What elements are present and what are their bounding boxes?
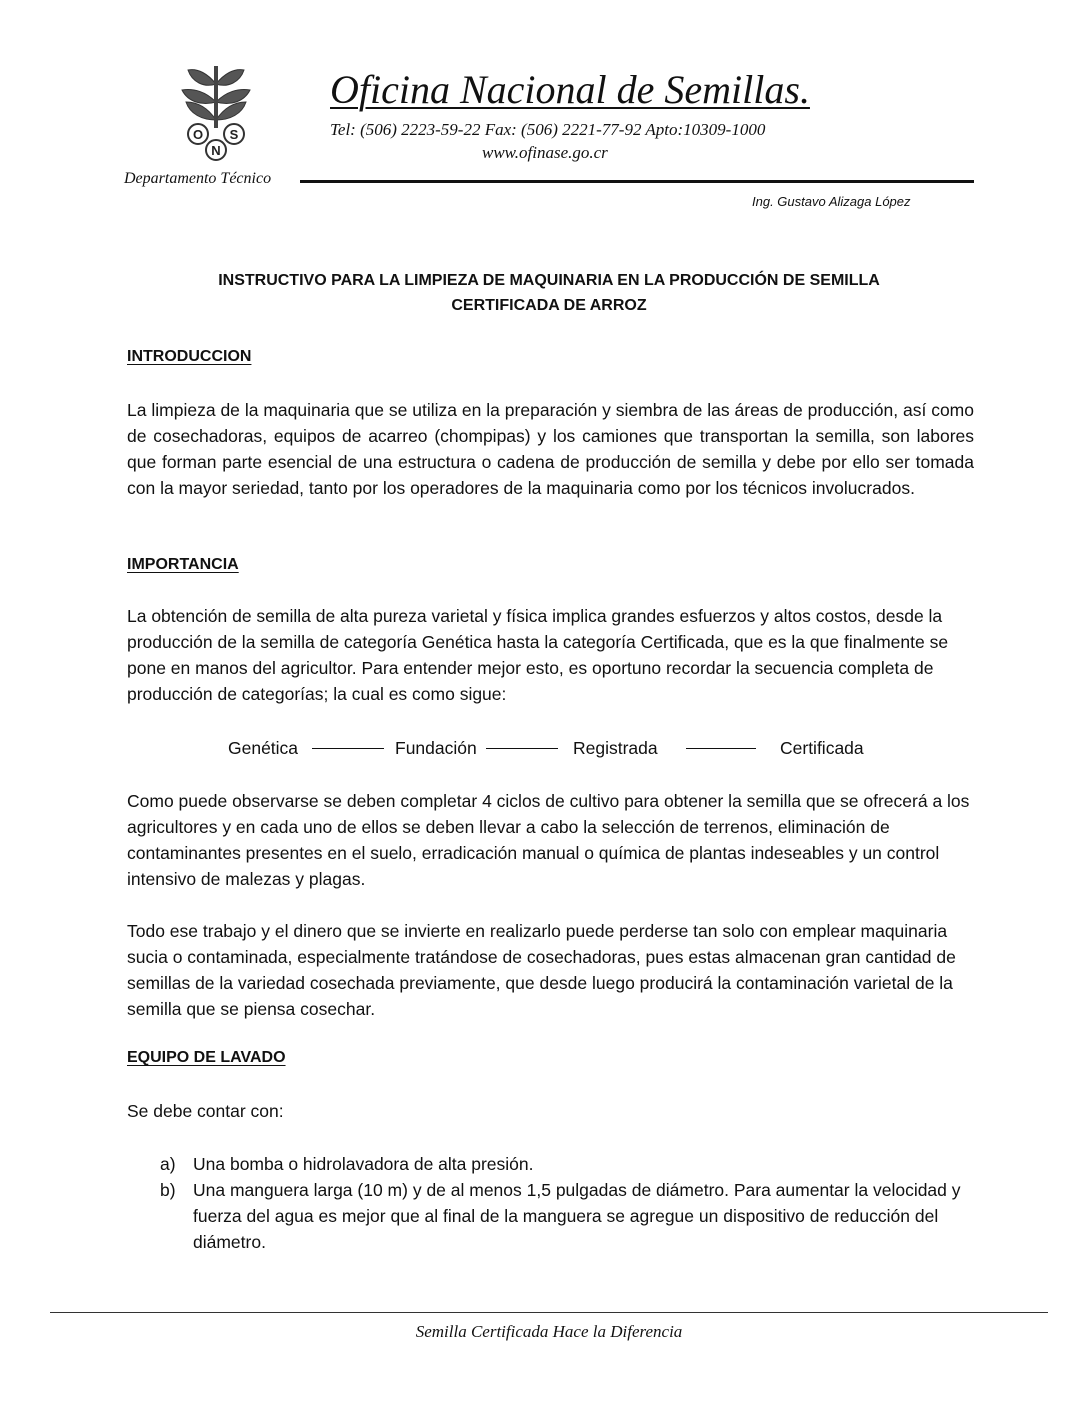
document-title: [124, 268, 974, 318]
category-registrada: Registrada: [573, 738, 658, 758]
organization-name: Oficina Nacional de Semillas.: [330, 67, 810, 112]
importance-paragraph: La obtención de semilla de alta pureza varietal y física implica grandes esfuerzos y altos costos, desde la producción de la semilla de categoría Genética hasta la categoría Certificada, que es la que finalmente se pone en manos del agricultor. Para entender mejor esto, es oportuno recordar la secuencia completa de producción de categorías; la cual es como sigue:: [127, 606, 949, 704]
category-certificada: Certificada: [780, 738, 864, 758]
department-name: Departamento Técnico: [124, 170, 272, 187]
equipment-intro: Se debe contar con:: [127, 1101, 284, 1121]
footer-slogan: Semilla Certificada Hace la Diferencia: [415, 1322, 683, 1341]
category-genetica: Genética: [228, 738, 299, 758]
equipment-list: [160, 1151, 974, 1255]
section-heading-importancia: IMPORTANCIA: [127, 556, 239, 573]
work-paragraph: Todo ese trabajo y el dinero que se invierte en realizarlo puede perderse tan solo con emplear maquinaria sucia o contaminada, especialmente tratándose de cosechadoras, pues estas almacenan gran cantidad de semillas de la variedad cosechada previamente, que desde luego producirá la contaminación varietal de la semilla que se piensa cosechar.: [127, 921, 956, 1019]
list-item-text: Una manguera larga (10 m) y de al menos 1,5 pulgadas de diámetro. Para aumentar la velocidad y fuerza del agua es mejor que al final de la manguera se agregue un dispositivo de reducción del diámetro.: [193, 1180, 961, 1252]
ons-logo: [168, 58, 264, 164]
list-marker: b): [160, 1180, 176, 1200]
list-item-text: Una bomba o hidrolavadora de alta presión.: [193, 1154, 534, 1174]
logo-letter-n: N: [211, 143, 221, 158]
section-heading-equipo-de-lavado: EQUIPO DE LAVADO: [127, 1049, 286, 1066]
sequence-connector: [486, 748, 558, 749]
sequence-connector: [312, 748, 384, 749]
sequence-connector: [686, 748, 756, 749]
contact-info: Tel: (506) 2223-59-22 Fax: (506) 2221-77-92 Apto:10309-1000: [330, 120, 766, 139]
section-heading-introduccion: INTRODUCCION: [127, 348, 252, 365]
logo-letter-o: O: [192, 127, 204, 142]
category-fundacion: Fundación: [395, 738, 477, 758]
list-item: [160, 1151, 974, 1177]
engineer-name: Ing. Gustavo Alizaga López: [752, 194, 911, 209]
list-marker: a): [160, 1154, 176, 1174]
cycles-paragraph: Como puede observarse se deben completar 4 ciclos de cultivo para obtener la semilla que se ofrecerá a los agricultores y en cada uno de ellos se deben llevar a cabo la selección de terrenos, eliminación de contaminantes presentes en el suelo, erradicación manual o química de plantas indeseables y un control intensivo de malezas y plagas.: [127, 791, 970, 889]
title-line-1: INSTRUCTIVO PARA LA LIMPIEZA DE MAQUINARIA EN LA PRODUCCIÓN DE SEMILLA: [218, 272, 880, 289]
footer-divider: [50, 1312, 1048, 1313]
website-link[interactable]: www.ofinase.go.cr: [482, 143, 608, 162]
category-sequence: [228, 736, 928, 760]
intro-paragraph: La limpieza de la maquinaria que se utiliza en la preparación y siembra de las áreas de producción, así como de cosechadoras, equipos de acarreo (chompipas) y los camiones que transportan la semilla, son labores que forman parte esencial de una estructura o cadena de producción de semilla y debe por ello ser tomada con la mayor seriedad, tanto por los operadores de la maquinaria como por los técnicos involucrados.: [127, 400, 974, 498]
logo-letter-s: S: [229, 127, 239, 142]
header-divider: [300, 180, 974, 183]
list-item: [160, 1177, 974, 1255]
title-line-2: CERTIFICADA DE ARROZ: [451, 297, 647, 314]
